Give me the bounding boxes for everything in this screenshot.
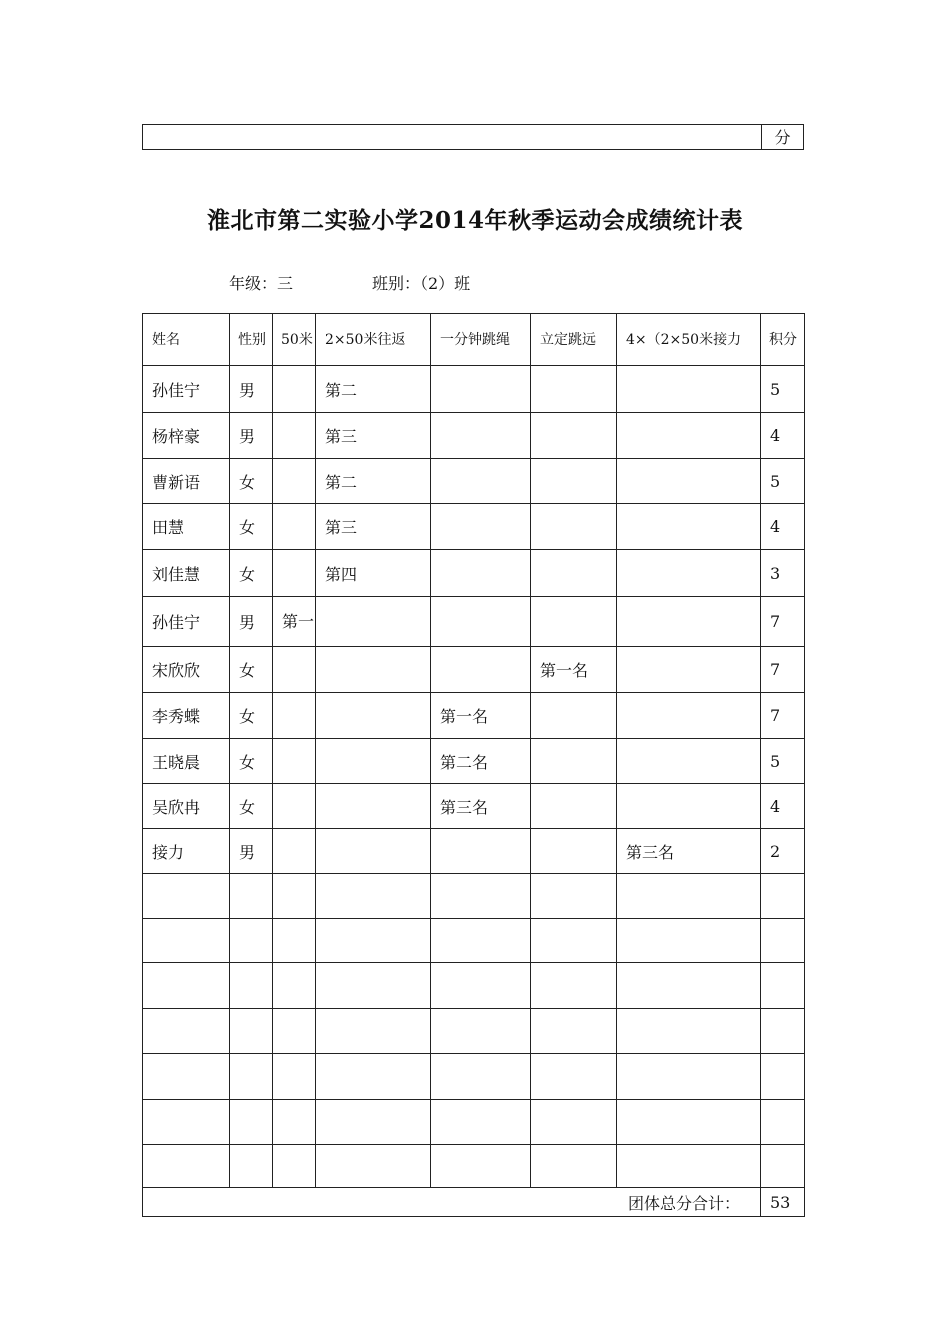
cell-long-jump (531, 1054, 617, 1100)
cell-2x50m (316, 647, 431, 693)
cell-2x50m (316, 829, 431, 874)
cell-jump-rope (431, 829, 531, 874)
cell-relay (617, 550, 761, 597)
cell-long-jump (531, 1100, 617, 1145)
cell-gender (230, 963, 273, 1009)
cell-jump-rope (431, 413, 531, 459)
cell-2x50m (316, 874, 431, 919)
cell-jump-rope (431, 550, 531, 597)
cell-points: 4 (761, 504, 805, 550)
cell-jump-rope (431, 504, 531, 550)
cell-name: 田慧 (143, 504, 230, 550)
header-50m: 50米 (273, 314, 316, 366)
cell-gender (230, 1009, 273, 1054)
cell-points: 2 (761, 829, 805, 874)
table-row (143, 693, 805, 739)
cell-jump-rope (431, 597, 531, 647)
cell-points (761, 874, 805, 919)
cell-relay (617, 413, 761, 459)
header-long-jump: 立定跳远 (531, 314, 617, 366)
cell-50m (273, 1145, 316, 1188)
cell-relay: 第三名 (617, 829, 761, 874)
total-label: 团体总分合计： (143, 1188, 761, 1217)
cell-long-jump (531, 459, 617, 504)
cell-50m (273, 366, 316, 413)
cell-gender: 女 (230, 784, 273, 829)
header-name: 姓名 (143, 314, 230, 366)
cell-points (761, 919, 805, 963)
cell-2x50m: 第二 (316, 366, 431, 413)
cell-long-jump (531, 829, 617, 874)
cell-gender: 女 (230, 504, 273, 550)
cell-50m (273, 739, 316, 784)
cell-2x50m (316, 693, 431, 739)
cell-gender: 男 (230, 366, 273, 413)
top-score-box (142, 124, 804, 150)
class-label: 班别：（2）班 (372, 274, 471, 293)
cell-2x50m (316, 1100, 431, 1145)
cell-points: 4 (761, 413, 805, 459)
header-jump-rope: 一分钟跳绳 (431, 314, 531, 366)
table-row (143, 366, 805, 413)
cell-50m (273, 413, 316, 459)
cell-relay (617, 1100, 761, 1145)
cell-jump-rope (431, 1054, 531, 1100)
cell-gender: 男 (230, 413, 273, 459)
cell-points: 7 (761, 647, 805, 693)
cell-jump-rope (431, 1145, 531, 1188)
cell-jump-rope (431, 1100, 531, 1145)
header-relay: 4×（2×50米接力 (617, 314, 761, 366)
cell-50m (273, 963, 316, 1009)
cell-name: 接力 (143, 829, 230, 874)
table-header-row (143, 314, 805, 366)
cell-gender: 女 (230, 459, 273, 504)
cell-50m (273, 504, 316, 550)
cell-50m: 第一 (273, 597, 316, 647)
cell-name (143, 919, 230, 963)
cell-50m (273, 829, 316, 874)
cell-gender: 女 (230, 693, 273, 739)
grade-label: 年级：三 (229, 274, 294, 293)
cell-relay (617, 784, 761, 829)
cell-name (143, 1100, 230, 1145)
cell-long-jump (531, 504, 617, 550)
cell-jump-rope (431, 1009, 531, 1054)
cell-long-jump (531, 366, 617, 413)
cell-2x50m (316, 597, 431, 647)
cell-relay (617, 1054, 761, 1100)
cell-relay (617, 647, 761, 693)
cell-relay (617, 739, 761, 784)
cell-long-jump (531, 1145, 617, 1188)
total-value: 53 (761, 1188, 805, 1217)
table-row (143, 1054, 805, 1100)
table-row (143, 963, 805, 1009)
total-row (143, 1188, 805, 1217)
table-row (143, 459, 805, 504)
table-row (143, 1145, 805, 1188)
cell-points (761, 1009, 805, 1054)
cell-long-jump: 第一名 (531, 647, 617, 693)
table-row (143, 504, 805, 550)
cell-gender (230, 1100, 273, 1145)
page-title: 淮北市第二实验小学2014年秋季运动会成绩统计表 (206, 207, 743, 234)
cell-50m (273, 550, 316, 597)
cell-points (761, 1054, 805, 1100)
cell-relay (617, 459, 761, 504)
cell-50m (273, 919, 316, 963)
cell-50m (273, 459, 316, 504)
cell-50m (273, 693, 316, 739)
cell-jump-rope: 第二名 (431, 739, 531, 784)
cell-2x50m: 第四 (316, 550, 431, 597)
cell-50m (273, 1100, 316, 1145)
cell-jump-rope (431, 647, 531, 693)
cell-long-jump (531, 413, 617, 459)
cell-2x50m: 第三 (316, 504, 431, 550)
cell-points: 7 (761, 597, 805, 647)
cell-name: 孙佳宁 (143, 597, 230, 647)
cell-points (761, 1100, 805, 1145)
cell-long-jump (531, 693, 617, 739)
cell-long-jump (531, 919, 617, 963)
cell-points: 3 (761, 550, 805, 597)
cell-gender: 男 (230, 829, 273, 874)
table-row (143, 829, 805, 874)
cell-name: 曹新语 (143, 459, 230, 504)
cell-long-jump (531, 739, 617, 784)
cell-jump-rope: 第一名 (431, 693, 531, 739)
cell-2x50m (316, 784, 431, 829)
cell-relay (617, 597, 761, 647)
cell-50m (273, 647, 316, 693)
cell-name: 杨梓豪 (143, 413, 230, 459)
cell-2x50m (316, 1145, 431, 1188)
table-row (143, 739, 805, 784)
cell-points: 4 (761, 784, 805, 829)
cell-long-jump (531, 784, 617, 829)
cell-jump-rope: 第三名 (431, 784, 531, 829)
cell-long-jump (531, 550, 617, 597)
cell-gender (230, 919, 273, 963)
cell-2x50m: 第三 (316, 413, 431, 459)
cell-points: 7 (761, 693, 805, 739)
table-row (143, 597, 805, 647)
cell-50m (273, 1054, 316, 1100)
table-row (143, 413, 805, 459)
cell-relay (617, 504, 761, 550)
cell-50m (273, 1009, 316, 1054)
cell-name (143, 963, 230, 1009)
top-box-label: 分 (774, 128, 791, 147)
cell-long-jump (531, 1009, 617, 1054)
cell-relay (617, 963, 761, 1009)
cell-name: 吴欣冉 (143, 784, 230, 829)
table-row (143, 784, 805, 829)
cell-name (143, 1009, 230, 1054)
cell-relay (617, 1009, 761, 1054)
cell-2x50m (316, 919, 431, 963)
cell-gender (230, 1145, 273, 1188)
cell-points (761, 1145, 805, 1188)
cell-name: 孙佳宁 (143, 366, 230, 413)
cell-points: 5 (761, 739, 805, 784)
cell-points: 5 (761, 459, 805, 504)
cell-relay (617, 366, 761, 413)
cell-50m (273, 784, 316, 829)
cell-50m (273, 874, 316, 919)
cell-name (143, 874, 230, 919)
cell-name: 宋欣欣 (143, 647, 230, 693)
cell-jump-rope (431, 963, 531, 1009)
cell-long-jump (531, 874, 617, 919)
header-points: 积分 (761, 314, 805, 366)
table-row (143, 647, 805, 693)
cell-2x50m (316, 739, 431, 784)
cell-jump-rope (431, 874, 531, 919)
cell-relay (617, 1145, 761, 1188)
table-row (143, 550, 805, 597)
cell-2x50m (316, 1009, 431, 1054)
header-2x50m: 2×50米往返 (316, 314, 431, 366)
cell-points (761, 963, 805, 1009)
table-row (143, 1100, 805, 1145)
cell-relay (617, 874, 761, 919)
cell-name: 刘佳慧 (143, 550, 230, 597)
cell-name: 李秀蝶 (143, 693, 230, 739)
cell-points: 5 (761, 366, 805, 413)
cell-jump-rope (431, 459, 531, 504)
cell-gender (230, 874, 273, 919)
header-gender: 性别 (230, 314, 273, 366)
cell-relay (617, 919, 761, 963)
cell-2x50m: 第二 (316, 459, 431, 504)
cell-relay (617, 693, 761, 739)
cell-long-jump (531, 597, 617, 647)
cell-gender: 女 (230, 739, 273, 784)
cell-gender (230, 1054, 273, 1100)
cell-name (143, 1054, 230, 1100)
table-row (143, 919, 805, 963)
score-table-body (143, 314, 805, 1217)
cell-gender: 女 (230, 550, 273, 597)
cell-jump-rope (431, 919, 531, 963)
cell-name: 王晓晨 (143, 739, 230, 784)
table-row (143, 874, 805, 919)
cell-2x50m (316, 963, 431, 1009)
score-table (142, 313, 805, 1217)
table-row (143, 1009, 805, 1054)
cell-gender: 女 (230, 647, 273, 693)
cell-gender: 男 (230, 597, 273, 647)
cell-name (143, 1145, 230, 1188)
cell-jump-rope (431, 366, 531, 413)
cell-2x50m (316, 1054, 431, 1100)
cell-long-jump (531, 963, 617, 1009)
